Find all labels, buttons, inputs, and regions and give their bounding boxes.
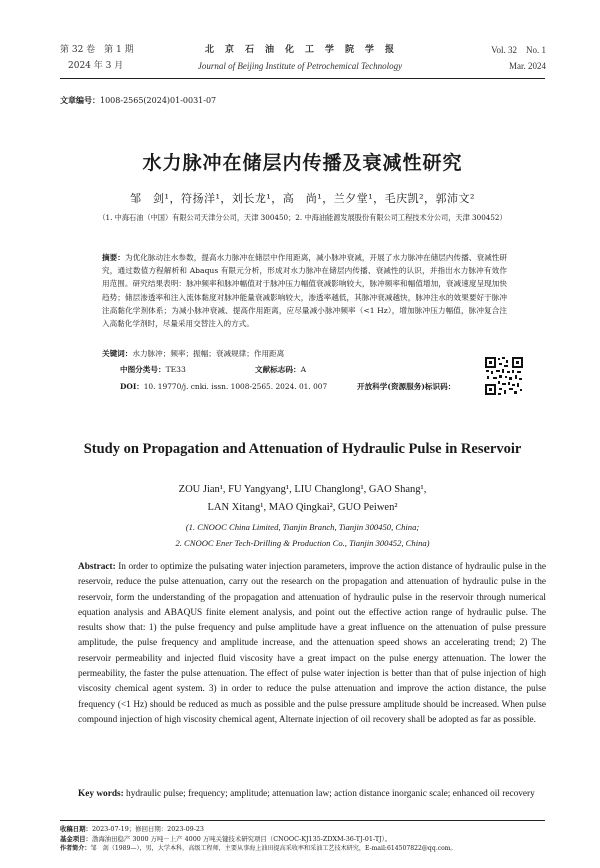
cn-affiliation: （1. 中海石油（中国）有限公司天津分公司，天津 300450；2. 中海油能源发展股份有限公司工程技术分公司，天津 300452） (98, 213, 507, 222)
cn-doi-label: DOI： (120, 382, 144, 391)
en-authors-line2: LAN Xitang¹, MAO Qingkai², GUO Peiwen² (207, 502, 398, 513)
en-keywords-text: hydraulic pulse; frequency; amplitude; attenuation law; action distance inorganic scale; enhanced oil recovery (126, 789, 535, 799)
cn-keywords-label: 关键词： (102, 349, 133, 358)
header-date-en: Mar. 2024 (509, 61, 546, 71)
en-keywords-label: Key words: (78, 789, 124, 799)
cn-abstract (102, 251, 507, 330)
article-number (60, 95, 216, 106)
header-volume-cn: 第 32 卷 第 1 期 (60, 45, 134, 55)
footnote-received-text: 2023-07-19；修回日期：2023-09-23 (91, 825, 204, 833)
en-affiliation-line1 (60, 522, 545, 532)
cn-clc-label: 中图分类号： (120, 365, 166, 374)
cn-keywords (102, 347, 284, 360)
en-title: Study on Propagation and Attenuation of Hydraulic Pulse in Reservoir (83, 441, 522, 457)
cn-doc-code (255, 363, 306, 376)
en-abstract (78, 560, 546, 728)
article-number-value: 1008-2565(2024)01-0031-07 (100, 96, 217, 105)
en-affiliation-line2-text: 2. CNOOC Ener Tech-Drilling & Production Co., Tianjin 300452, China) (175, 538, 430, 548)
header-date-cn: 2024 年 3 月 (68, 61, 124, 71)
en-keywords (78, 787, 546, 802)
cn-doc-code-value: A (300, 365, 307, 374)
footnote-author (60, 844, 550, 854)
header-journal-cn: 北 京 石 油 化 工 学 院 学 报 (204, 45, 395, 55)
osid-label: 开放科学(资源服务)标识码： (357, 382, 456, 391)
footnote-fund (60, 834, 550, 844)
en-affiliation-line2 (60, 538, 545, 548)
header-rule (60, 78, 545, 79)
footnote-fund-text: 渤海油田稳产 3000 万吨－上产 4000 万吨关键技术研究项目（CNOOC-KJ135-ZDXM-36-TJ-01-TJ）。 (91, 835, 392, 843)
header-volume-en: Vol. 32 No. 1 (491, 45, 546, 55)
cn-clc (120, 363, 186, 376)
footnote-received (60, 824, 550, 834)
cn-clc-value: TE33 (165, 365, 186, 374)
cn-keywords-text: 水力脉冲；频率；振幅；衰减规律；作用距离 (132, 349, 285, 358)
footnote-rule (60, 820, 545, 821)
cn-doc-code-label: 文献标志码： (255, 365, 301, 374)
en-affiliation-line1-text: (1. CNOOC China Limited, Tianjin Branch, Tianjin 300450, China; (185, 522, 420, 532)
footnote-fund-label: 基金项目： (60, 835, 92, 843)
footnote-received-label: 收稿日期： (60, 825, 92, 833)
en-abstract-label: Abstract: (78, 562, 116, 572)
cn-title: 水力脉冲在储层内传播及衰减性研究 (142, 152, 463, 174)
footnote-author-label: 作者简介： (60, 845, 91, 852)
header-journal-en: Journal of Beijing Institute of Petrochemical Technology (197, 61, 403, 71)
cn-abstract-label: 摘要： (102, 253, 125, 262)
en-abstract-text: In order to optimize the pulsating water injection parameters, improve the action distance of hydraulic pulse in the reservoir, reduce the pulse attenuation, carry out the research on the propagation and attenuation of hydraulic pulse in the reservoir, form the understanding of the propagation and attenuation of hydraulic pulse in the reservoir through numerical equation analysis and ABAQUS finite element analysis, and point out the effective action range of hydraulic pulse. The results show that: 1) the pulse frequency and pulse amplitude have a great influence on the attenuation of pulse pressure amplitude, the pulse frequency and amplitude increase, and the attenuation speed shows an accelerating trend; 2) The reservoir permeability and injected fluid viscosity have a great impact on the pulse energy attenuation. The lower the permeability, the faster the pulse attenuation. The effect of pulse water injection is better than that of pulse injection of high viscosity chemical agent system. 3) in order to reduce the pulse attenuation and improve the action distance, the pulse frequency (<1 Hz) should be reduced as much as possible and the pulse pressure amplitude should be increased. When pulse compound injection of high viscosity chemical agent, Alternate injection of oil recovery shall be adopted as far as possible. (78, 562, 546, 725)
cn-abstract-text: 为优化脉动注水参数，提高水力脉冲在储层中作用距离，减小脉冲衰减，开展了水力脉冲在储层内传播、衰减性研究，通过数值方程解析和 Abaqus 有限元分析，形成对水力脉冲在储层内传播、衰减性的认识，并指出水力脉冲有效作用范围。研究结果表明：脉冲频率和脉冲幅值对于脉冲压力幅值衰减影响较大，脉冲频率和幅值增加，衰减速度呈现加快趋势；储层渗透率和注入流体黏度对脉冲能量衰减影响较大，渗透率越低，其脉冲衰减越快，脉冲注水的效果要好于脉冲注高黏化学剂体系；为减小脉冲衰减、提高作用距离，应尽量减小脉冲频率（<1 Hz），增加脉冲压力幅值，脉冲复合注入高黏化学剂时，尽量采用交替注入的方式。 (102, 253, 508, 329)
footnote-author-text: 邹 剑（1989—），男，大学本科，高级工程师，主要从事海上油田提高采收率和采油工艺技术研究，E-mail:614507822@qq.com。 (90, 845, 457, 852)
qr-code-icon[interactable] (484, 356, 524, 396)
cn-doi (120, 380, 327, 393)
cn-doi-value: 10. 19770/j. cnki. issn. 1008-2565. 2024. 01. 007 (143, 382, 328, 391)
article-number-label: 文章编号： (60, 95, 100, 105)
cn-authors: 邹 剑¹，符扬洋¹，刘长龙¹，高 尚¹，兰夕堂¹，毛庆凯²，郭沛文² (130, 192, 475, 205)
en-authors-line1: ZOU Jian¹, FU Yangyang¹, LIU Changlong¹, GAO Shang¹, (178, 484, 427, 495)
